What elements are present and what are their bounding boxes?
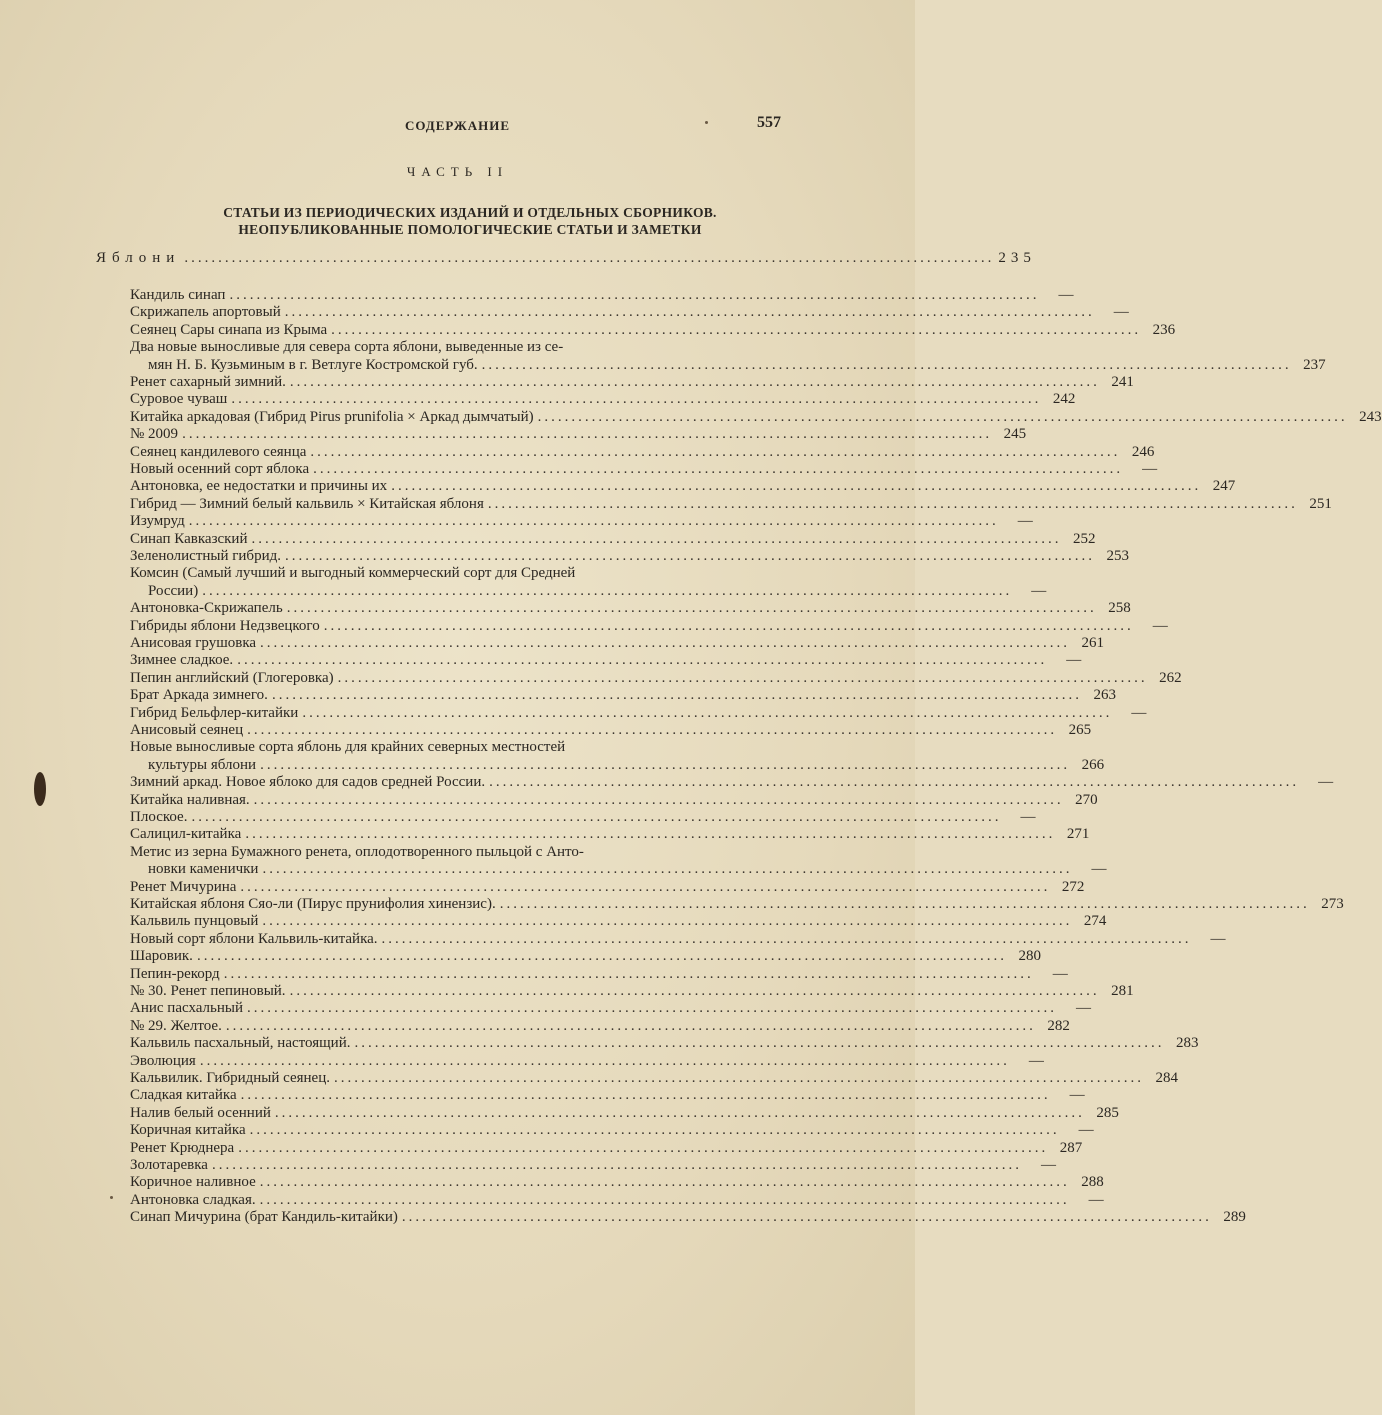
toc-entry-page: 270 [1075, 791, 1098, 808]
toc-entry-page: 272 [1061, 878, 1085, 895]
toc-entry-title: Плоское. [130, 809, 188, 825]
part-label: ЧАСТЬ II [406, 164, 509, 179]
toc-entry-page: — [1113, 304, 1129, 321]
toc-entry-page: — [1131, 704, 1147, 721]
leader-dots: ........................................................................................................................ [289, 983, 1100, 999]
toc-entry-page: — [1052, 965, 1068, 982]
toc-entry-page: 247 [1212, 478, 1236, 495]
toc-entry-page: — [1088, 1191, 1104, 1208]
toc-entry[interactable] [130, 635, 1105, 652]
toc-entry-page: 271 [1066, 826, 1090, 843]
leader-dots: ........................................................................................................................ [240, 878, 1051, 895]
leader-dots: ........................................................................................................................ [249, 1122, 1060, 1139]
toc-entry[interactable] [148, 861, 1107, 878]
toc-entry-title: Зеленолистный гибрид. [130, 548, 281, 564]
toc-entry-title: Китайка аркадовая (Гибрид Pirus prunifolia × Аркад дымчатый) [130, 408, 534, 425]
ink-blot [34, 772, 46, 806]
toc-entry[interactable] [130, 1017, 1070, 1035]
toc-entry-page: — [1091, 861, 1107, 878]
leader-dots: ........................................................................................................................ [237, 652, 1048, 669]
toc-entry[interactable] [130, 443, 1155, 461]
toc-entry[interactable] [130, 513, 1033, 530]
toc-entry-title: Кандиль синап [130, 287, 226, 303]
toc-entry[interactable] [130, 1035, 1199, 1052]
leader-dots: ........................................................................................................................ [259, 1174, 1070, 1191]
toc-entry[interactable] [130, 844, 788, 861]
toc-entry-title: Пепин английский (Глогеровка) [130, 669, 334, 686]
leader-dots: ........................................................................................................................ [247, 1000, 1057, 1017]
leader-dots: ........................................................................................................................ [223, 965, 1034, 982]
section-title-line-1: СТАТЬИ ИЗ ПЕРИОДИЧЕСКИХ ИЗДАНИЙ И ОТДЕЛЬНЫХ СБОРНИКОВ. [223, 205, 717, 220]
leader-dots: ........................................................................................................................ [537, 408, 1348, 425]
toc-entry-page: 265 [1068, 722, 1092, 738]
toc-entry[interactable] [130, 1122, 1094, 1139]
toc-entry-page: 252 [1073, 530, 1096, 547]
leader-dots: ........................................................................................................................ [231, 391, 1042, 408]
toc-entry-page: 266 [1081, 756, 1105, 773]
toc-entry-title: России) [148, 582, 199, 599]
toc-entry[interactable] [130, 1087, 1085, 1104]
toc-entry[interactable] [130, 391, 1076, 408]
toc-entry[interactable] [130, 739, 788, 756]
leader-dots: ........................................................................................................................ [489, 774, 1300, 791]
toc-entry-title: Гибрид — Зимний белый кальвиль × Китайская яблоня [130, 495, 484, 512]
toc-entry[interactable] [130, 669, 1182, 687]
toc-entry[interactable] [130, 321, 1176, 339]
leader-dots: ........................................................................................................................ [199, 1052, 1010, 1069]
toc-entry-page: 280 [1018, 948, 1041, 965]
toc-entry[interactable] [130, 339, 788, 356]
toc-entry[interactable] [130, 983, 1134, 1000]
toc-entry-title: Кальвиль пасхальный, настоящий. [130, 1035, 351, 1052]
toc-entry-title: Кальвилик. Гибридный сеянец. [130, 1070, 330, 1086]
leader-dots: ........................................................................................................................ [284, 548, 1095, 564]
leader-dots: ........................................................................................................................ [401, 1209, 1212, 1226]
toc-entry[interactable] [148, 756, 1105, 774]
toc-heading-title: Яблони [96, 250, 181, 266]
leader-dots: ........................................................................................................................ [211, 1157, 1022, 1173]
toc-entry-page: — [1152, 617, 1168, 634]
toc-entry-title: Китайская яблоня Сяо-ли (Пирус прунифолия хинензис). [130, 896, 496, 912]
toc-entry-page: 251 [1309, 495, 1332, 512]
toc-entry-page: — [1078, 1122, 1094, 1139]
leader-dots: ........................................................................................................................ [240, 1087, 1051, 1104]
toc-entry-title: Китайка наливная. [130, 791, 250, 808]
page-number: 557 [757, 114, 781, 131]
toc-entry-page: — [1076, 1000, 1091, 1017]
toc-entry-title: культуры яблони [148, 756, 257, 773]
toc-entry[interactable] [130, 913, 1107, 930]
toc-entry-title: Зимнее сладкое. [130, 652, 234, 669]
leader-dots: ........................................................................................................................ [391, 478, 1202, 495]
toc-entry-page: — [1066, 652, 1082, 669]
toc-entry[interactable] [130, 896, 1344, 913]
toc-entry-title: Брат Аркада зимнего. [130, 687, 268, 704]
leader-dots: ........................................................................................................................ [262, 913, 1073, 930]
toc-entry-page: 273 [1321, 896, 1344, 912]
leader-dots: ........................................................................................................................ [354, 1035, 1165, 1052]
toc-entry-title: Коричная китайка [130, 1122, 246, 1139]
toc-entry-title: Сеянец кандилевого сеянца [130, 443, 307, 460]
leader-dots: ........................................................................................................................ [238, 1139, 1049, 1156]
leader-dots: ........................................................................................................................ [284, 304, 1095, 321]
toc-entry-title: Салицил-китайка [130, 826, 242, 843]
toc-entry[interactable] [130, 408, 1382, 426]
leader-dots: ........................................................................................................................ [331, 321, 1142, 338]
toc-entry-title: Изумруд [130, 513, 185, 530]
section-title-line-2: НЕОПУБЛИКОВАННЫЕ ПОМОЛОГИЧЕСКИЕ СТАТЬИ И ЗАМЕТКИ [238, 222, 702, 237]
leader-dots: ........................................................................................................................ [225, 1017, 1036, 1034]
leader-dots: ........................................................................................................................ [337, 669, 1148, 686]
running-title: СОДЕРЖАНИЕ [404, 118, 511, 133]
toc-entry[interactable] [130, 600, 1131, 617]
toc-entry[interactable] [130, 826, 1090, 843]
toc-entry-page: — [1142, 461, 1158, 477]
leader-dots: ........................................................................................................................ [229, 287, 1040, 303]
toc-entry-page: 281 [1111, 983, 1134, 999]
toc-entry-title: Антоновка-Скрижапель [130, 600, 283, 617]
toc-entry-page: 283 [1175, 1035, 1199, 1052]
toc-heading-row[interactable] [96, 250, 1036, 267]
leader-dots: ........................................................................................................................ [202, 582, 1013, 599]
toc-entry-page: 288 [1081, 1174, 1104, 1191]
leader-dots: ........................................................................................................................ [310, 443, 1121, 460]
toc-entry-title: Коричное наливное [130, 1174, 256, 1191]
toc-entry-title: Синап Кавказский [130, 530, 248, 547]
leader-dots: ........................................................................................................................ [184, 250, 995, 266]
toc-entry[interactable] [130, 426, 1027, 443]
toc-entry-page: 261 [1081, 635, 1105, 651]
toc-entry[interactable] [130, 548, 1129, 565]
toc-entry-page: 253 [1106, 548, 1129, 564]
leader-dots: ........................................................................................................................ [487, 495, 1298, 512]
toc-entry-title: Гибриды яблони Недзвецкого [130, 617, 320, 634]
toc-entry-page: 282 [1047, 1017, 1070, 1034]
toc-entry-page: 263 [1093, 687, 1116, 704]
toc-entry[interactable] [130, 791, 1098, 809]
toc-entry-page: 289 [1223, 1209, 1246, 1226]
toc-entry-title: Суровое чуваш [130, 391, 228, 408]
toc-entry-page: 285 [1096, 1104, 1119, 1121]
toc-entry-title: Сладкая китайка [130, 1087, 237, 1104]
leader-dots: ........................................................................................................................ [499, 896, 1310, 912]
toc-entry-page: 241 [1111, 374, 1134, 390]
toc-entry-title: № 30. Ренет пепиновый. [130, 983, 286, 999]
toc-entry[interactable] [130, 565, 788, 582]
toc-entry-title: мян Н. Б. Кузьминым в г. Ветлуге Костромской губ. [148, 356, 478, 373]
toc-entry[interactable] [130, 617, 1168, 635]
leader-dots: ........................................................................................................................ [191, 809, 1002, 825]
toc-entry[interactable] [148, 356, 1326, 374]
toc-entry-title: Ренет Мичурина [130, 878, 237, 895]
toc-entry-page: — [1020, 809, 1036, 825]
toc-entry-page: — [1210, 930, 1226, 947]
toc-entry[interactable] [130, 1104, 1119, 1122]
toc-entry[interactable] [130, 461, 1158, 478]
toc-entry-title: Пепин-рекорд [130, 965, 220, 982]
toc-entry[interactable] [130, 652, 1082, 669]
toc-entry-title: Золотаревка [130, 1157, 208, 1173]
toc-entry[interactable] [130, 878, 1085, 896]
leader-dots: ........................................................................................................................ [251, 530, 1062, 547]
toc-entry[interactable] [130, 774, 1334, 791]
paper-speck [705, 121, 708, 124]
toc-entry[interactable] [130, 1157, 1056, 1174]
toc-entry[interactable] [130, 809, 1036, 826]
toc-entry-page: 245 [1003, 426, 1027, 443]
toc-entry-page: 246 [1131, 443, 1155, 460]
leader-dots: ........................................................................................................................ [245, 826, 1056, 843]
toc-entry-title: Синап Мичурина (брат Кандиль-китайки) [130, 1209, 398, 1226]
toc-entry-title: Эволюция [130, 1052, 196, 1069]
leader-dots: ........................................................................................................................ [262, 861, 1073, 878]
leader-dots: ........................................................................................................................ [313, 461, 1124, 477]
leader-dots: ........................................................................................................................ [247, 722, 1058, 738]
toc-entry-page: — [1028, 1052, 1044, 1069]
toc-entry-page: — [1058, 287, 1074, 303]
toc-entry-title: Анисовая грушовка [130, 635, 257, 651]
toc-entry[interactable] [148, 582, 1047, 600]
toc-entry[interactable] [130, 965, 1068, 983]
toc-entry-title: Ренет сахарный зимний. [130, 374, 286, 390]
toc-entry-title: Антоновка, ее недостатки и причины их [130, 478, 388, 495]
toc-entry-page: 262 [1159, 669, 1182, 686]
leader-dots: ........................................................................................................................ [289, 374, 1100, 390]
toc-entry-title: Кальвиль пунцовый [130, 913, 259, 930]
toc-entry-title: Новый сорт яблони Кальвиль-китайка. [130, 930, 378, 947]
toc-entry[interactable] [130, 722, 1092, 739]
toc-entry-page: 243 [1359, 408, 1382, 425]
toc-entry-page: 242 [1052, 391, 1076, 408]
toc-entry[interactable] [130, 704, 1147, 722]
toc-entry[interactable] [130, 478, 1236, 495]
toc-entry-title: Комсин (Самый лучший и выгодный коммерческий сорт для Средней [130, 565, 576, 582]
toc-entry-page: — [1017, 513, 1033, 530]
toc-entry-title: Метис из зерна Бумажного ренета, оплодотворенного пыльцой с Анто- [130, 843, 584, 860]
toc-entry[interactable] [130, 1191, 1104, 1209]
paper-speck [110, 1196, 113, 1199]
toc-entry-title: новки каменички [148, 861, 259, 878]
toc-entry-title: Налив белый осенний [130, 1104, 271, 1121]
section-title [100, 204, 840, 238]
toc-entry-title: Анис пасхальный [130, 1000, 243, 1017]
leader-dots: ........................................................................................................................ [196, 948, 1007, 965]
leader-dots: ........................................................................................................................ [253, 791, 1064, 808]
toc-entry[interactable] [130, 1174, 1104, 1191]
leader-dots: ........................................................................................................................ [259, 1191, 1070, 1208]
toc-entry[interactable] [130, 304, 1129, 321]
toc-entry-title: Анисовый сеянец [130, 722, 244, 738]
toc-entry[interactable] [130, 1052, 1044, 1070]
toc-entry-title: Зимний аркад. Новое яблоко для садов средней России. [130, 774, 486, 791]
leader-dots: ........................................................................................................................ [188, 513, 999, 530]
toc-entry-page: — [1040, 1157, 1056, 1173]
toc-entry[interactable] [130, 1139, 1083, 1157]
toc-entry-page: 237 [1303, 356, 1326, 373]
toc-entry[interactable] [130, 287, 1074, 304]
toc-entry[interactable] [130, 1209, 1246, 1226]
leader-dots: ........................................................................................................................ [302, 704, 1113, 721]
toc-entry-title: Ренет Крюднера [130, 1139, 235, 1156]
toc-entry[interactable] [130, 930, 1226, 948]
toc-entry[interactable] [130, 495, 1332, 513]
toc-entry-title: Новый осенний сорт яблока [130, 461, 310, 477]
leader-dots: ........................................................................................................................ [323, 617, 1134, 634]
toc-entry-page: 236 [1152, 321, 1176, 338]
toc-entry[interactable] [130, 948, 1041, 965]
leader-dots: ........................................................................................................................ [381, 930, 1192, 947]
toc-entry-page: 287 [1059, 1139, 1083, 1156]
toc-heading-page: 235 [998, 250, 1036, 266]
toc-entry-page: — [1318, 774, 1334, 791]
toc-entry-title: № 2009 [130, 426, 179, 443]
toc-entry-page: — [1031, 582, 1047, 599]
leader-dots: ........................................................................................................................ [481, 356, 1292, 373]
toc-entry[interactable] [130, 530, 1096, 548]
toc-entry-title: № 29. Желтое. [130, 1017, 222, 1034]
toc-entry-title: Новые выносливые сорта яблонь для крайних северных местностей [130, 739, 566, 756]
leader-dots: ........................................................................................................................ [274, 1104, 1085, 1121]
toc-entry[interactable] [130, 374, 1134, 391]
toc-entry-title: Шаровик. [130, 948, 193, 965]
toc-entry-title: Сеянец Сары синапа из Крыма [130, 321, 328, 338]
leader-dots: ........................................................................................................................ [286, 600, 1097, 617]
leader-dots: ........................................................................................................................ [271, 687, 1082, 704]
toc-entry-title: Гибрид Бельфлер-китайки [130, 704, 299, 721]
leader-dots: ........................................................................................................................ [260, 635, 1071, 651]
toc-entry-page: 258 [1108, 600, 1131, 617]
leader-dots: ........................................................................................................................ [182, 426, 993, 443]
toc-entry-title: Два новые выносливые для севера сорта яблони, выведенные из се- [130, 339, 564, 356]
toc-entry-page: 284 [1155, 1070, 1178, 1086]
leader-dots: ........................................................................................................................ [334, 1070, 1144, 1086]
toc-entry[interactable] [130, 1000, 1091, 1017]
toc-entry-title: Скрижапель апортовый [130, 304, 281, 321]
leader-dots: ........................................................................................................................ [260, 756, 1071, 773]
toc-entry-page: 274 [1083, 913, 1107, 930]
toc-entry[interactable] [130, 687, 1116, 704]
toc-entry-page: — [1069, 1087, 1085, 1104]
toc-entry[interactable] [130, 1070, 1178, 1087]
toc-entry-title: Антоновка сладкая. [130, 1191, 256, 1208]
